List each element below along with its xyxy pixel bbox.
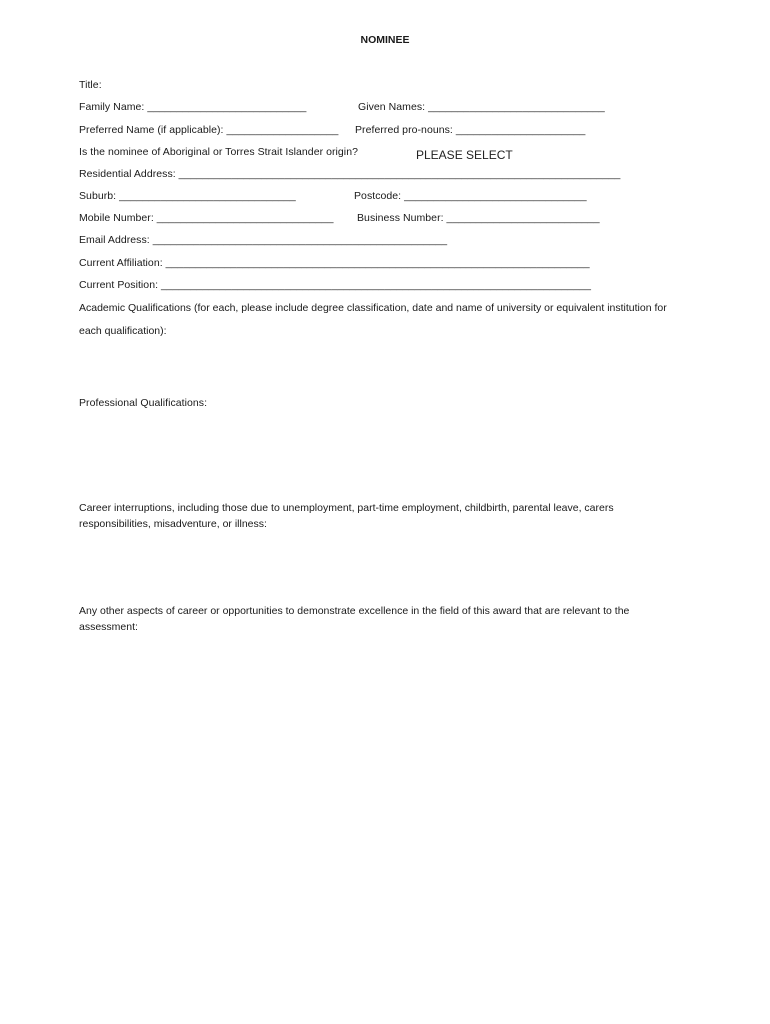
suburb-field[interactable]: Suburb: ______________________________ <box>79 190 296 202</box>
title-label[interactable]: Title: <box>79 79 102 91</box>
origin-question: Is the nominee of Aboriginal or Torres Strait Islander origin? <box>79 146 358 158</box>
academic-qualifications-label: Academic Qualifications (for each, please include degree classification, date and name of university or equivalent institution for each qualification): <box>79 302 667 337</box>
postcode-field[interactable]: Postcode: _______________________________ <box>354 190 587 202</box>
given-names-field[interactable]: Given Names: ______________________________ <box>358 101 605 113</box>
email-address-field[interactable]: Email Address: __________________________________________________ <box>79 234 448 246</box>
origin-select[interactable]: PLEASE SELECT <box>416 148 513 162</box>
family-name-field[interactable]: Family Name: ___________________________ <box>79 101 307 113</box>
professional-qualifications-label: Professional Qualifications: <box>79 397 208 409</box>
current-affiliation-field[interactable]: Current Affiliation: ________________________________________________________________________ <box>79 257 590 269</box>
mobile-number-field[interactable]: Mobile Number: ______________________________ <box>79 212 334 224</box>
page-heading: NOMINEE <box>360 34 410 46</box>
career-interruptions-label: Career interruptions, including those due to unemployment, part-time employment, childbirth, parental leave, carers responsibilities, misadventure, or illness: <box>79 502 614 530</box>
current-position-field[interactable]: Current Position: _________________________________________________________________________ <box>79 279 591 291</box>
pronouns-field[interactable]: Preferred pro-nouns: ______________________ <box>355 124 586 136</box>
business-number-field[interactable]: Business Number: __________________________ <box>357 212 600 224</box>
residential-address-field[interactable]: Residential Address: ___________________________________________________________________________ <box>79 168 621 180</box>
preferred-name-field[interactable]: Preferred Name (if applicable): ___________________ <box>79 124 339 136</box>
other-aspects-label: Any other aspects of career or opportunities to demonstrate excellence in the field of this award that are relevant to the assessment: <box>79 605 630 633</box>
